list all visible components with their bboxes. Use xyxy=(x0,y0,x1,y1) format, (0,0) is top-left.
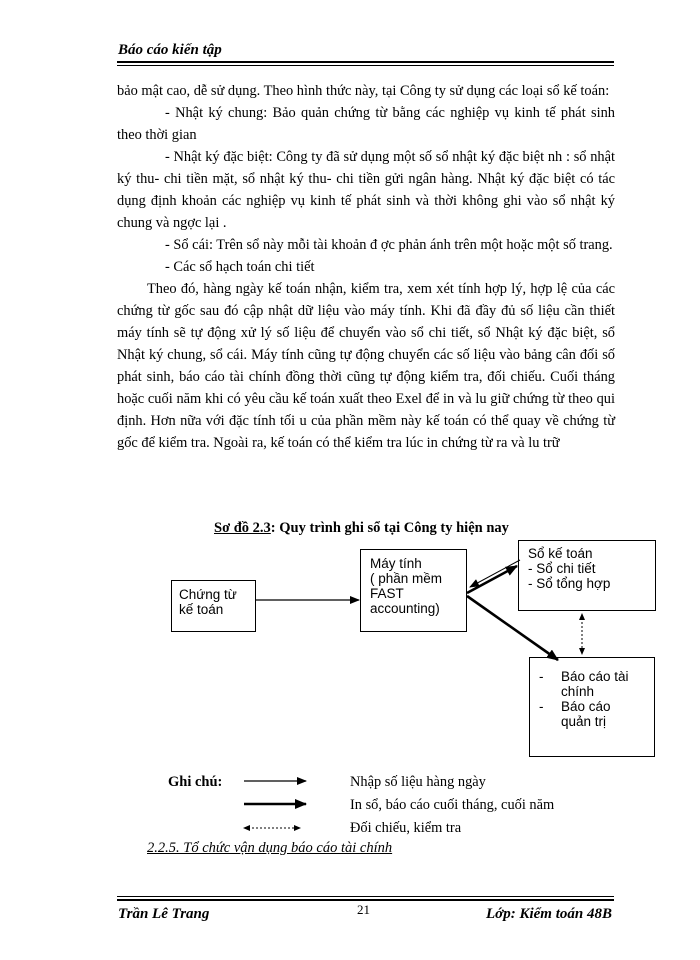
paragraph-5: - Các sổ hạch toán chi tiết xyxy=(165,259,315,275)
paragraph-3: - Nhật ký đặc biệt: Công ty đã sử dụng một số sổ nhật ký đặc biệt nh : sổ nhật ký thu- chi tiền mặt, sổ nhật ký thu- chi tiền gửi ngân hàng. Nhật ký đặc biệt có tác dụng định khoản các nghiệp vụ kinh tế phát sinh và thời không ghi vào sổ nhật ký chung và ngợc lại . xyxy=(117,149,615,231)
box-may-tinh-line3: FAST xyxy=(370,586,404,601)
box-so-ke-toan-line3: - Sổ tổng hợp xyxy=(528,576,611,591)
paragraph-2: - Nhật ký chung: Bảo quản chứng từ bằng các nghiệp vụ kinh tế phát sinh theo thời gian xyxy=(117,105,615,143)
box-so-ke-toan-line2: - Sổ chi tiết xyxy=(528,561,596,576)
box-so-ke-toan-line1: Sổ kế toán xyxy=(528,546,593,561)
box-bao-cao-item2-line1: Báo cáo xyxy=(561,699,611,714)
box-bao-cao-dash1: - xyxy=(539,669,544,684)
box-may-tinh-line1: Máy tính xyxy=(370,556,422,571)
arrow-maytinh-to-baocao xyxy=(467,596,558,660)
box-bao-cao-item1-line1: Báo cáo tài xyxy=(561,669,629,684)
diagram-title-prefix: Sơ đồ 2.3 xyxy=(214,520,271,536)
footer-rule-thick xyxy=(117,899,614,901)
box-chung-tu-line2: kế toán xyxy=(179,602,224,617)
arrow-maytinh-to-soketoan xyxy=(467,566,517,593)
box-may-tinh-line2: ( phần mềm xyxy=(370,571,443,586)
page-header-title: Báo cáo kiến tập xyxy=(118,42,222,58)
box-bao-cao-item1-line2: chính xyxy=(561,684,595,699)
box-chung-tu-line1: Chứng từ xyxy=(179,587,237,602)
footer-rule-thin xyxy=(117,896,614,897)
footer-page-number: 21 xyxy=(357,902,370,917)
footer-class: Lớp: Kiểm toán 48B xyxy=(486,906,612,922)
legend-item-2: In sổ, báo cáo cuối tháng, cuối năm xyxy=(350,797,555,813)
paragraph-1: bảo mật cao, dễ sử dụng. Theo hình thức này, tại Công ty sử dụng các loại sổ kế toán: xyxy=(117,83,610,99)
diagram-title-text: : Quy trình ghi sổ tại Công ty hiện nay xyxy=(270,520,509,536)
box-bao-cao-item2-line2: quản trị xyxy=(561,714,607,729)
arrow-soketoan-to-maytinh-thin xyxy=(470,560,520,587)
legend-label: Ghi chú: xyxy=(168,774,223,790)
legend-item-3: Đối chiếu, kiểm tra xyxy=(350,820,462,836)
box-may-tinh-line4: accounting) xyxy=(370,601,440,616)
footer-author: Trần Lê Trang xyxy=(118,906,210,922)
section-heading: 2.2.5. Tổ chức vận dụng báo cáo tài chính xyxy=(147,840,393,856)
paragraph-4: - Sổ cái: Trên sổ này mỗi tài khoản đ ợc phản ánh trên một hoặc một số trang. xyxy=(165,237,613,253)
box-bao-cao-dash2: - xyxy=(539,699,544,714)
paragraph-6: Theo đó, hàng ngày kế toán nhận, kiểm tra, xem xét tính hợp lý, hợp lệ của các chứng từ gốc sau đó cập nhật dữ liệu vào máy tính. Khi đã đầy đủ số liệu cần thiết máy tính sẽ tự động xử lý số liệu để chuyển vào sổ chi tiết, sổ Nhật ký đặc biệt, sổ Nhật ký chung, sổ cái. Máy tính cũng tự động chuyển các số liệu vào bảng cân đối số phát sinh, báo cáo tài chính đồng thời cũng tự động kiểm tra, đối chiếu. Cuối tháng hoặc cuối năm khi có yêu cầu kế toán xuất theo Exel để in và lu giữ chứng từ theo qui định. Hơn nữa với đặc tính tối u của phần mềm này kế toán có thể quay về chứng từ gốc để kiểm tra. Ngoài ra, kế toán có thể kiểm tra lúc in chứng từ ra và lu trữ xyxy=(117,281,615,451)
legend-item-1: Nhập số liệu hàng ngày xyxy=(350,774,486,790)
